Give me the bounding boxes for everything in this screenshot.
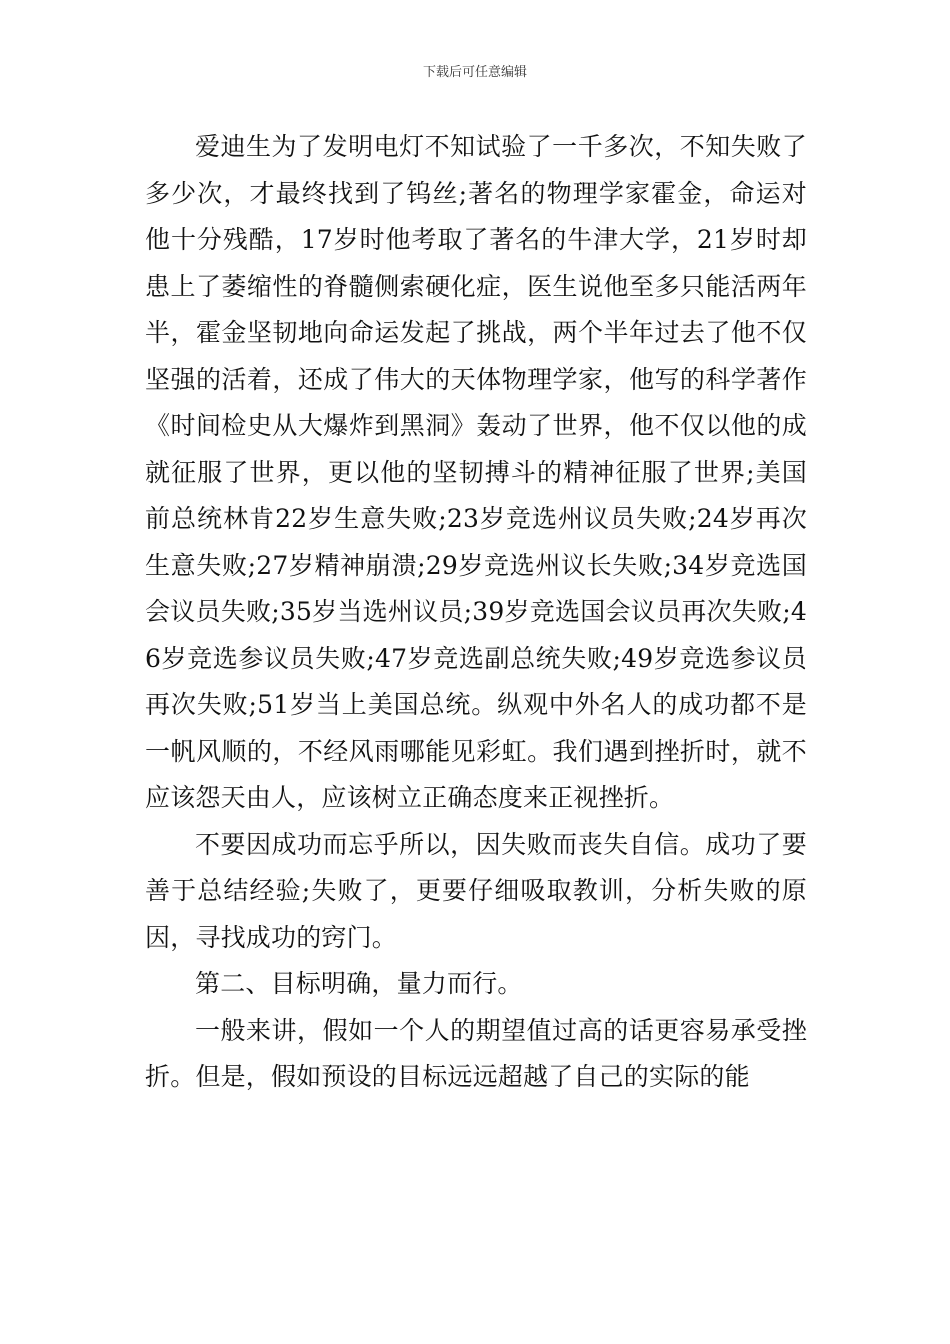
- paragraph-success-failure: 不要因成功而忘乎所以，因失败而丧失自信。成功了要善于总结经验;失败了，更要仔细吸取教训，分析失败的原因，寻找成功的窍门。: [145, 829, 807, 952]
- paragraph-section-heading: 第二、目标明确，量力而行。: [195, 969, 523, 998]
- paragraph-expectations: 一般来讲，假如一个人的期望值过高的话更容易承受挫折。但是，假如预设的目标远远超越了自己的实际的能: [145, 1015, 807, 1091]
- paragraph-famous-people: 爱迪生为了发明电灯不知试验了一千多次，不知失败了多少次，才最终找到了钨丝;著名的物理学家霍金，命运对他十分残酷，17岁时他考取了著名的牛津大学，21岁时却患上了萎缩性的脊髓侧索硬化症，医生说他至多只能活两年半，霍金坚韧地向命运发起了挑战，两个半年过去了他不仅坚强的活着，还成了伟大的天体物理学家，他写的科学著作《时间检史从大爆炸到黑洞》轰动了世界，他不仅以他的成就征服了世界，更以他的坚韧搏斗的精神征服了世界;美国前总统林肯22岁生意失败;23岁竞选州议员失败;24岁再次生意失败;27岁精神崩溃;29岁竞选州议长失败;34岁竞选国会议员失败;35岁当选州议员;39岁竞选国会议员再次失败;46岁竞选参议员失败;47岁竞选副总统失败;49岁竞选参议员再次失败;51岁当上美国总统。纵观中外名人的成功都不是一帆风顺的，不经风雨哪能见彩虹。我们遇到挫折时，就不应该怨天由人，应该树立正确态度来正视挫折。: [145, 132, 807, 812]
- page-header: 下载后可任意编辑: [422, 65, 527, 80]
- document-body: [145, 124, 807, 1101]
